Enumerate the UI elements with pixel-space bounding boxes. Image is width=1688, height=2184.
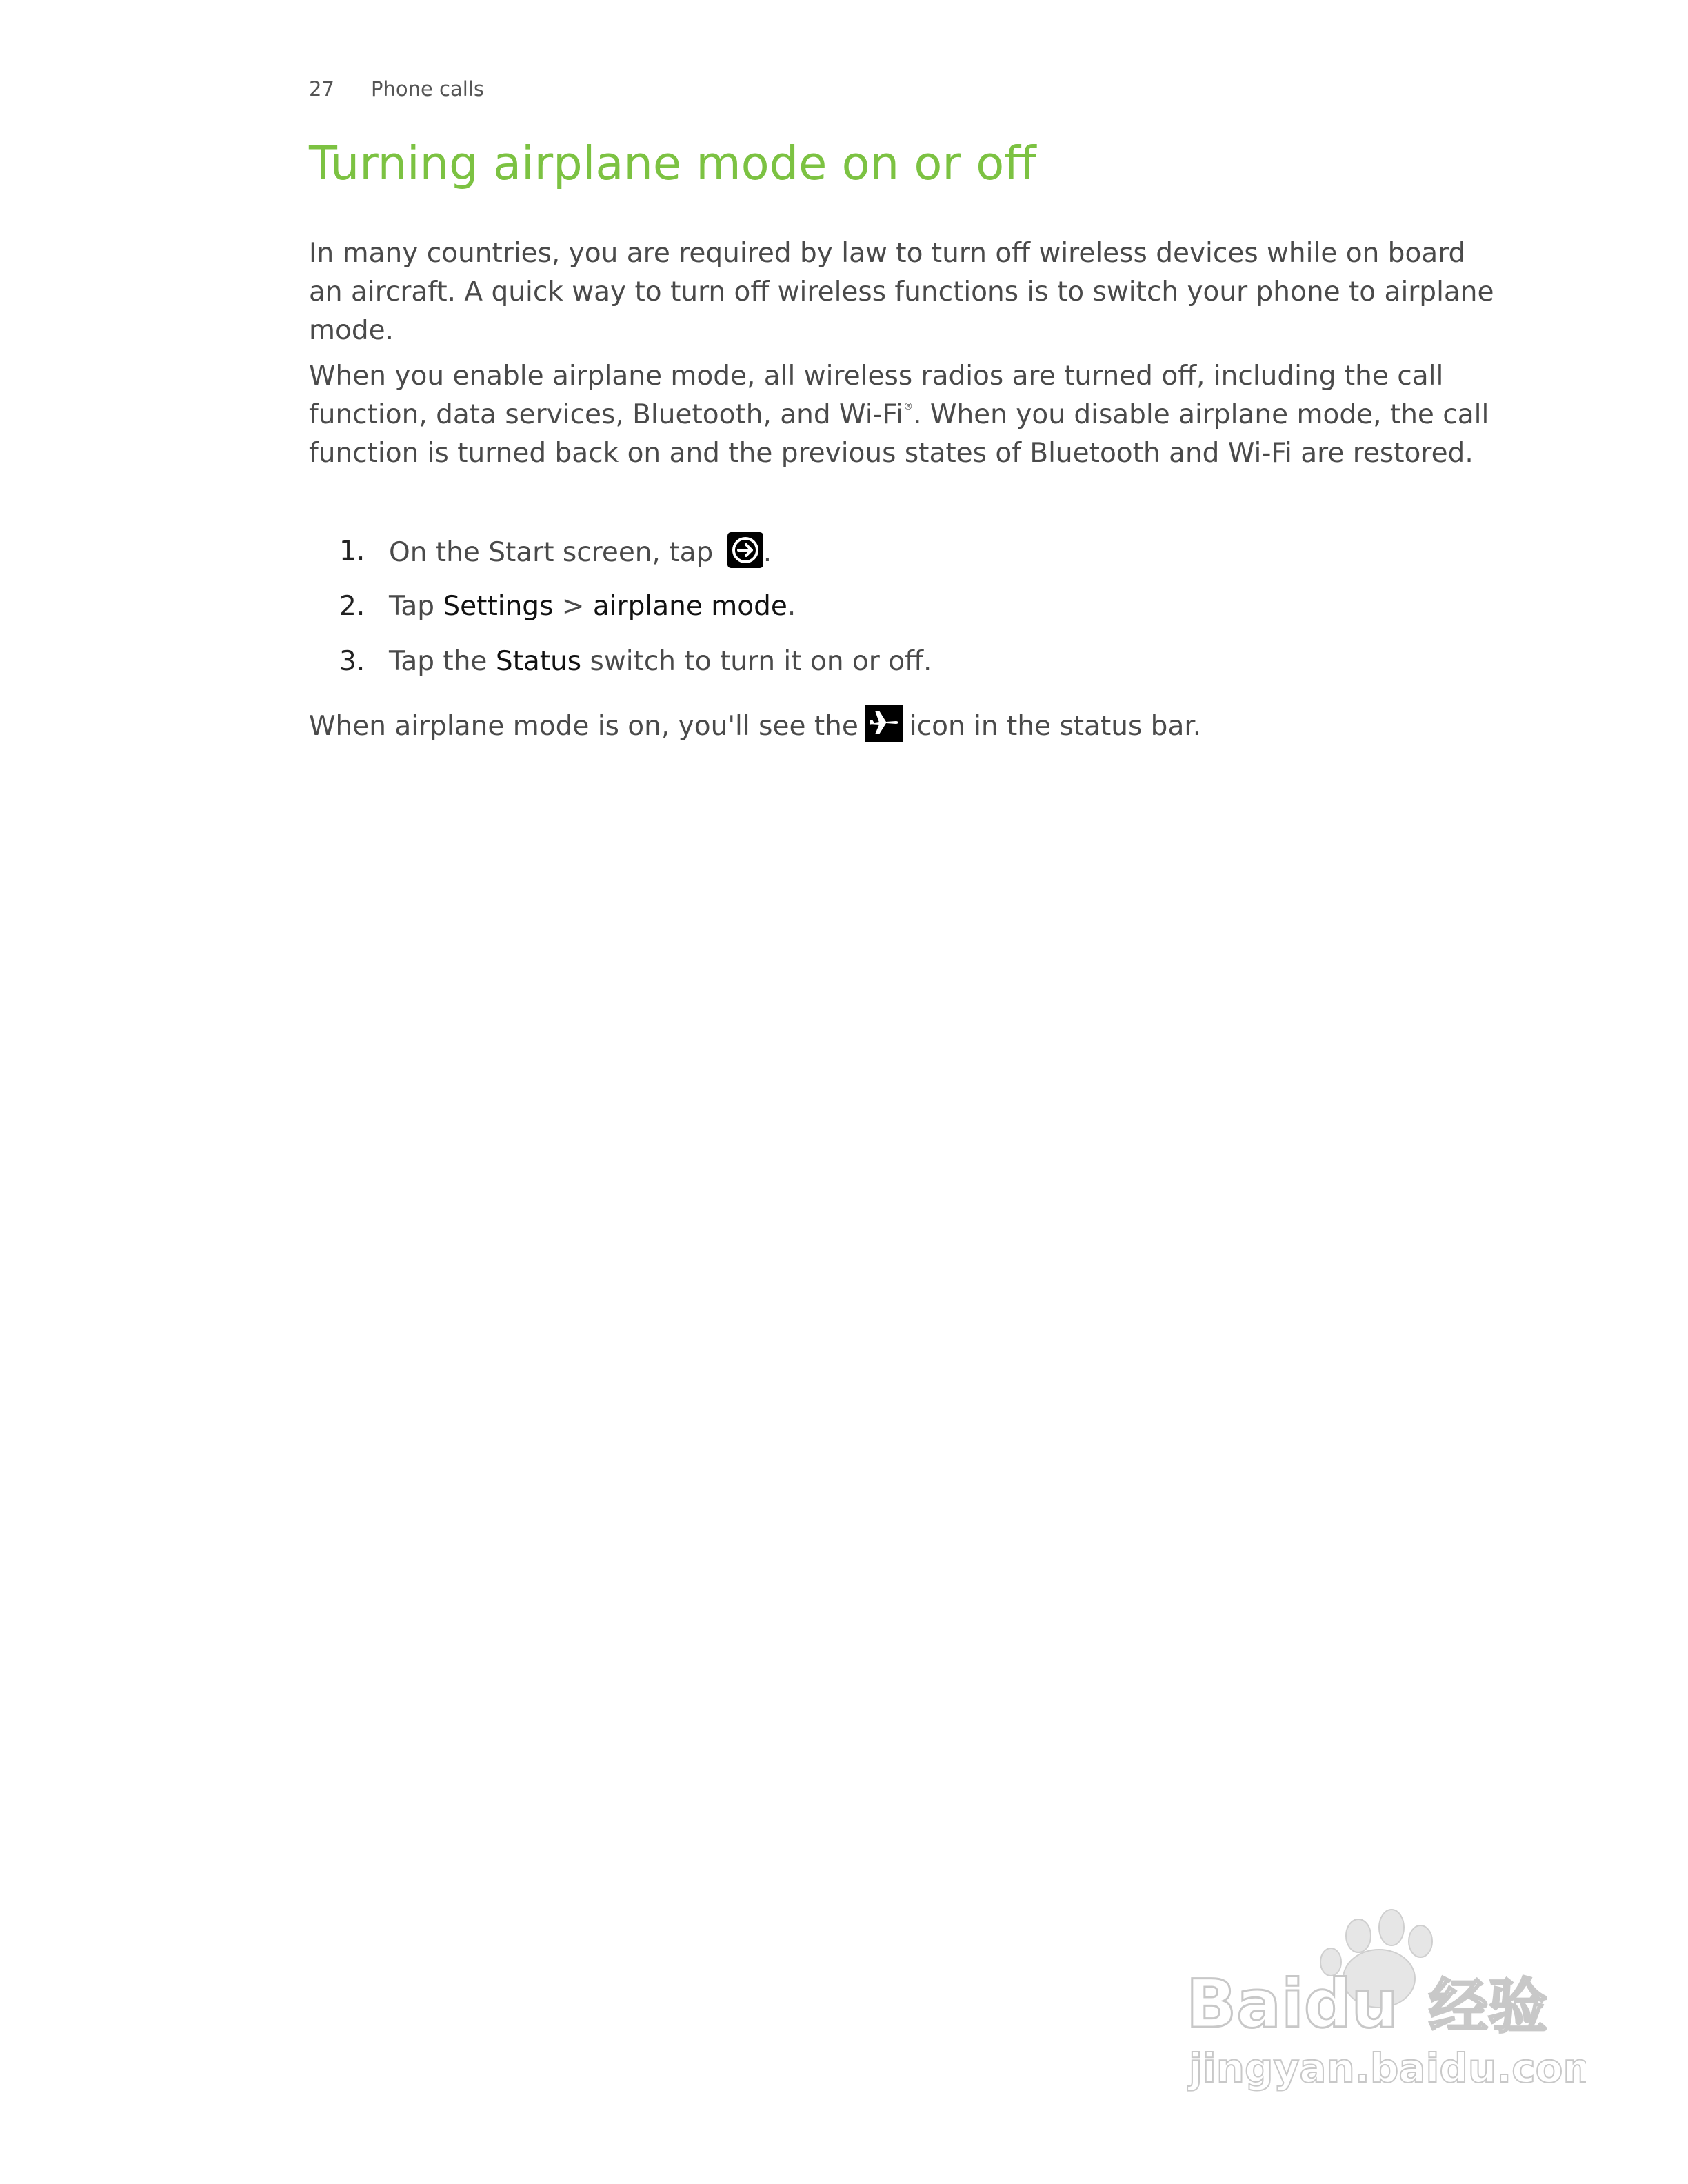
details-paragraph: When you enable airplane mode, all wireless radios are turned off, including the call function, data services, Bluetooth, and Wi-Fi®. When you disable airplane mode, the call function is turned back on and the previous states of Bluetooth and Wi-Fi are restored. xyxy=(309,361,1489,469)
page-number: 27 xyxy=(309,77,334,101)
registered-mark: ® xyxy=(903,401,914,412)
watermark-chinese: 经验 xyxy=(1429,1972,1547,2041)
watermark-text: Baidu xyxy=(1186,1965,1398,2043)
arrow-circle-icon xyxy=(727,532,763,568)
airplane-icon xyxy=(865,705,903,742)
intro-paragraph: In many countries, you are required by law to turn off wireless devices while on board an aircraft. A quick way to turn off wireless functions is to switch your phone to airplane mode. xyxy=(309,238,1494,346)
airplane-mode-label: airplane mode xyxy=(592,591,787,622)
page-header xyxy=(309,77,484,101)
steps-list xyxy=(309,532,932,698)
step-item: 1. On the Start screen, tap . xyxy=(309,532,932,587)
settings-label: Settings xyxy=(443,591,554,622)
page-title: Turning airplane mode on or off xyxy=(309,136,1036,190)
step-item: 3. Tap the Status switch to turn it on or off. xyxy=(339,646,932,677)
step-item: 2. Tap Settings > airplane mode. xyxy=(339,591,796,622)
watermark-url: jingyan.baidu.com xyxy=(1189,2045,1586,2092)
status-label: Status xyxy=(495,646,582,677)
baidu-watermark xyxy=(1172,1903,1586,2110)
closing-paragraph: When airplane mode is on, you'll see the icon in the status bar. xyxy=(309,705,1495,746)
section-name: Phone calls xyxy=(371,77,484,101)
